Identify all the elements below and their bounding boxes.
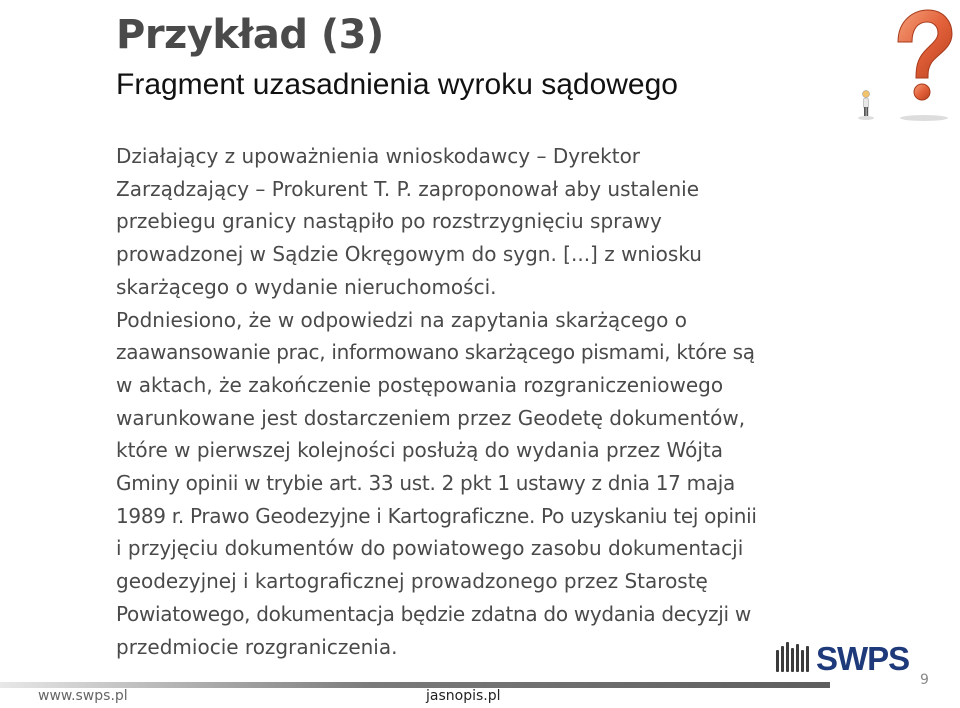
swps-logo xyxy=(774,636,914,676)
body-line: zaawansowanie prac, informowano skarżącego pismami, które są xyxy=(116,340,755,365)
body-line: Gminy opinii w trybie art. 33 ust. 2 pkt 1 ustawy z dnia 17 maja xyxy=(116,471,736,496)
body-line: przedmiocie rozgraniczenia. xyxy=(116,634,398,659)
body-line: w aktach, że zakończenie postępowania rozgraniczeniowego xyxy=(116,372,724,397)
slide-subtitle: Fragment uzasadnienia wyroku sądowego xyxy=(116,68,678,101)
body-line: przebiegu granicy nastąpiło po rozstrzygnięciu sprawy xyxy=(116,209,662,234)
footer-website: www.swps.pl xyxy=(38,688,128,704)
question-mark-figure-icon xyxy=(854,2,954,126)
body-line: warunkowane jest dostarczeniem przez Geodetę dokumentów, xyxy=(116,405,746,430)
body-line: geodezyjnej i kartograficznej prowadzonego przez Starostę xyxy=(116,569,708,594)
body-line: które w pierwszej kolejności posłużą do wydania przez Wójta xyxy=(116,438,724,463)
footer-source: jasnopis.pl xyxy=(426,688,501,704)
body-line: 1989 r. Prawo Geodezyjne i Kartograficzne. Po uzyskaniu tej opinii xyxy=(116,503,757,528)
body-line: skarżącego o wydanie nieruchomości. xyxy=(116,274,497,299)
body-line: Podniesiono, że w odpowiedzi na zapytania skarżącego o xyxy=(116,307,687,332)
page-number: 9 xyxy=(920,672,929,688)
body-line: prowadzonej w Sądzie Okręgowym do sygn. [...] z wniosku xyxy=(116,242,702,267)
body-line: Zarządzający – Prokurent T. P. zaproponował aby ustalenie xyxy=(116,176,699,201)
body-line: Działający z upoważnienia wnioskodawcy – Dyrektor xyxy=(116,144,641,168)
slide-body xyxy=(116,140,856,663)
body-line: Powiatowego, dokumentacja będzie zdatna do wydania decyzji w xyxy=(116,601,751,626)
slide-title: Przykład (3) xyxy=(116,12,384,58)
body-line: i przyjęciu dokumentów do powiatowego zasobu dokumentacji xyxy=(116,536,744,561)
logo-text: SWPS xyxy=(816,640,910,676)
